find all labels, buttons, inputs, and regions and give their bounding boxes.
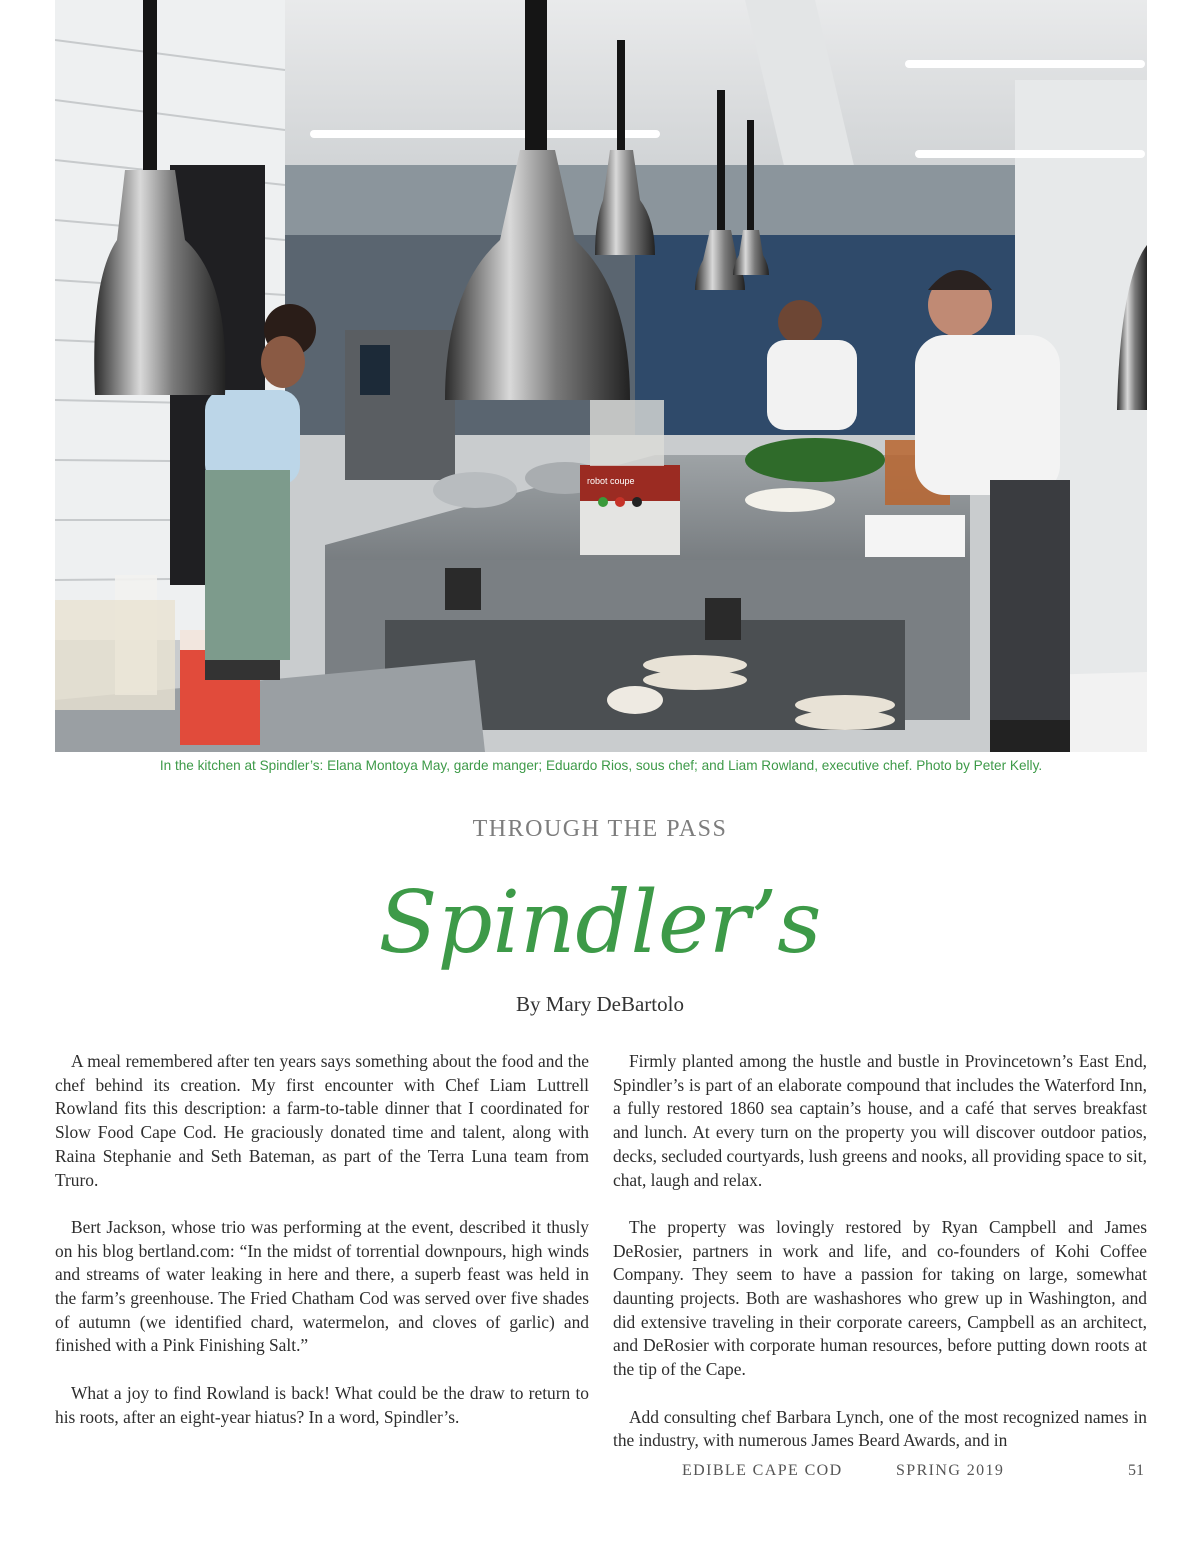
machine-brand-label: robot coupe	[587, 476, 635, 486]
article-title: Spindler’s	[378, 873, 822, 973]
paragraph: Firmly planted among the hustle and bustle in Provincetown’s East End, Spindler’s is part of an elaborate compound that includes the Waterford Inn, a fully restored 1860 sea captain’s house, and a café that serves breakfast and lunch. At every turn on the property you will discover outdoor patios, decks, secluded courtyards, lush greens and nooks, all providing space to sit, chat, laugh and relax.	[613, 1051, 1147, 1190]
photo-caption: In the kitchen at Spindler’s: Elana Montoya May, garde manger; Eduardo Rios, sous chef; and Liam Rowland, executive chef. Photo by Peter Kelly.	[159, 758, 1043, 773]
paragraph: A meal remembered after ten years says something about the food and the chef behind its creation. My first encounter with Chef Liam Luttrell Rowland fits this description: a farm-to-table dinner that I coordinated for Slow Food Cape Cod. He graciously donated time and talent, along with Raina Stephanie and Seth Bateman, as part of the Terra Luna team from Truro.	[55, 1051, 589, 1190]
paragraph: The property was lovingly restored by Ryan Campbell and James DeRosier, partners in work and life, and co-founders of Kohi Coffee Company. They seem to have a passion for taking on large, somewhat daunting projects. Both are washashores who grew up in Washington, and did extensive traveling in their corporate careers, Campbell as an architect, and DeRosier with corporate human resources, before putting down roots at the tip of the Cape.	[613, 1216, 1147, 1380]
article-title-container	[0, 848, 1200, 998]
kitchen-photo	[55, 0, 1147, 752]
kitchen-photo-illustration	[55, 0, 1147, 752]
right-column	[613, 1050, 1147, 1453]
article-byline: By Mary DeBartolo	[516, 992, 684, 1016]
paragraph: Bert Jackson, whose trio was performing at the event, described it thusly on his blog bertland.com: “In the midst of torrential downpours, high winds and streams of water leaking in here and there, a superb feast was held in the farm’s greenhouse. The Fried Chatham Cod was served over five shades of autumn (we identified chard, watermelon, and cloves of garlic) and finished with a Pink Finishing Salt.”	[55, 1216, 589, 1356]
left-column	[55, 1050, 589, 1429]
section-kicker: THROUGH THE PASS	[472, 816, 728, 842]
paragraph: What a joy to find Rowland is back! What could be the draw to return to his roots, after an eight-year hiatus? In a word, Spindler’s.	[55, 1382, 589, 1427]
footer-issue: SPRING 2019	[896, 1462, 1005, 1479]
footer-publication: EDIBLE CAPE COD	[682, 1462, 843, 1479]
article-title-svg	[340, 848, 860, 998]
paragraph: Add consulting chef Barbara Lynch, one of the most recognized names in the industry, with numerous James Beard Awards, and in	[613, 1406, 1147, 1451]
page-number: 51	[1128, 1462, 1144, 1479]
